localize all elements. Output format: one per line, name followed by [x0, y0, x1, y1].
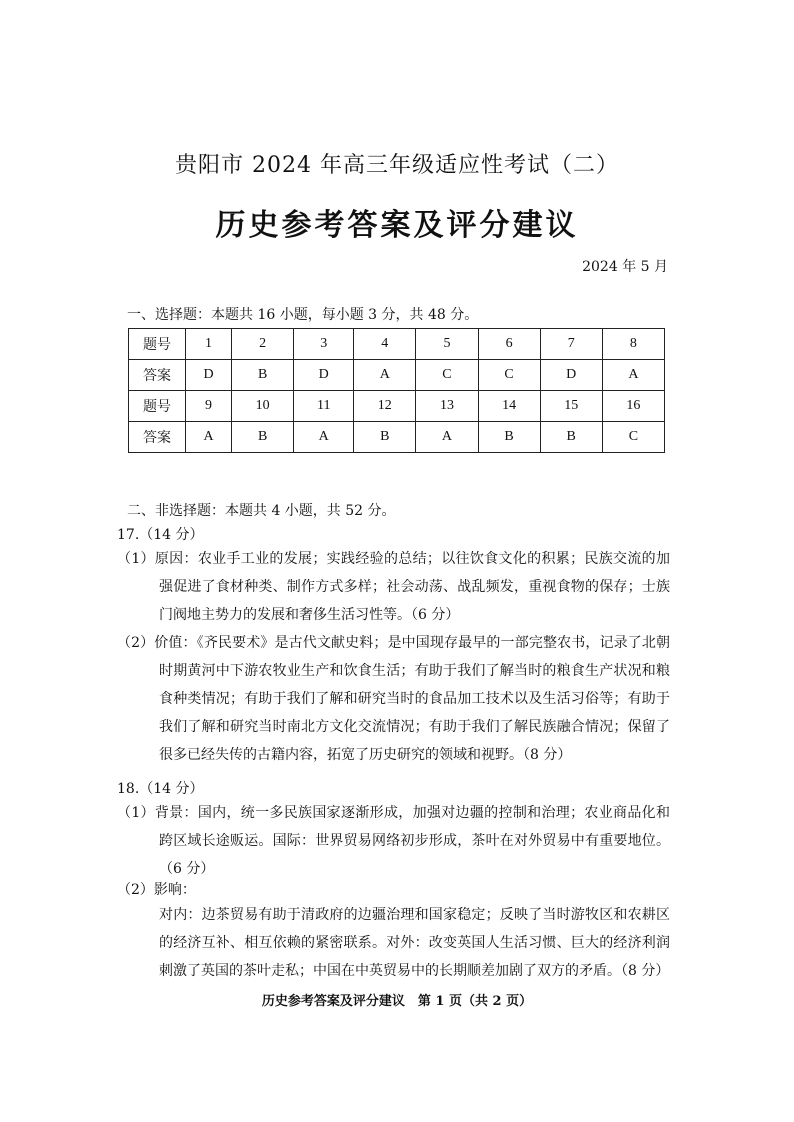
question-17-label: 17.（14 分） [117, 527, 204, 543]
table-cell: B [232, 422, 294, 453]
table-cell: 8 [602, 329, 664, 360]
table-cell: 10 [232, 391, 294, 422]
answer-label: （2）影响： [117, 882, 196, 898]
section2-heading: 二、非选择题：本题共 4 小题，共 52 分。 [127, 503, 396, 519]
table-cell: A [186, 422, 232, 453]
table-cell: C [478, 360, 540, 391]
question-18-part1 [117, 799, 670, 883]
table-cell: A [416, 422, 478, 453]
answer-paragraph: （1）背景：国内，统一多民族国家逐渐形成，加强对边疆的控制和治理；农业商品化和跨区域长途贩运。国际：世界贸易网络初步形成，茶叶在对外贸易中有重要地位。（6 分） [117, 805, 670, 877]
table-row [129, 329, 665, 360]
table-cell: 5 [416, 329, 478, 360]
table-cell: 6 [478, 329, 540, 360]
exam-title: 贵阳市 2024 年高三年级适应性考试（二） [175, 153, 619, 178]
document-subtitle: 历史参考答案及评分建议 [215, 208, 579, 243]
table-cell: C [416, 360, 478, 391]
page-footer: 历史参考答案及评分建议 第 1 页（共 2 页） [261, 994, 533, 1009]
table-row [129, 360, 665, 391]
table-cell: B [478, 422, 540, 453]
table-cell: 1 [186, 329, 232, 360]
question-17-part2 [117, 629, 670, 769]
table-cell: A [354, 360, 416, 391]
table-cell: C [602, 422, 664, 453]
table-cell: D [186, 360, 232, 391]
table-cell: 14 [478, 391, 540, 422]
table-cell: 15 [540, 391, 602, 422]
table-row [129, 422, 665, 453]
question-17-part1 [117, 545, 670, 629]
table-cell: 题号 [129, 329, 186, 360]
table-cell: B [354, 422, 416, 453]
table-cell: 3 [294, 329, 354, 360]
table-cell: 题号 [129, 391, 186, 422]
table-cell: B [540, 422, 602, 453]
table-cell: 9 [186, 391, 232, 422]
question-18-part2 [159, 901, 670, 985]
table-cell: 答案 [129, 360, 186, 391]
question-18-label: 18.（14 分） [117, 781, 204, 797]
answer-paragraph: 对内：边茶贸易有助于清政府的边疆治理和国家稳定；反映了当时游牧区和农耕区的经济互补、相互依赖的紧密联系。对外：改变英国人生活习惯、巨大的经济利润刺激了英国的茶叶走私；中国在中英贸易中的长期顺差加剧了双方的矛盾。（8 分） [159, 907, 670, 979]
table-cell: D [540, 360, 602, 391]
answer-paragraph: （2）价值：《齐民要术》是古代文献史料；是中国现存最早的一部完整农书，记录了北朝时期黄河中下游农牧业生产和饮食生活；有助于我们了解当时的粮食生产状况和粮食种类情况；有助于我们了解和研究当时的食品加工技术以及生活习俗等；有助于我们了解和研究当时南北方文化交流情况；有助于我们了解民族融合情况；保留了很多已经失传的古籍内容，拓宽了历史研究的领域和视野。（8 分） [117, 635, 670, 763]
document-date: 2024 年 5 月 [582, 259, 668, 275]
answer-table [128, 328, 665, 453]
table-cell: 13 [416, 391, 478, 422]
section1-heading: 一、选择题：本题共 16 小题，每小题 3 分，共 48 分。 [127, 307, 479, 323]
question-18-part2-label [117, 876, 670, 904]
table-cell: 7 [540, 329, 602, 360]
table-cell: 2 [232, 329, 294, 360]
table-cell: A [602, 360, 664, 391]
table-row [129, 391, 665, 422]
table-cell: A [294, 422, 354, 453]
table-cell: B [232, 360, 294, 391]
table-cell: 4 [354, 329, 416, 360]
table-cell: D [294, 360, 354, 391]
table-cell: 答案 [129, 422, 186, 453]
table-cell: 16 [602, 391, 664, 422]
table-cell: 11 [294, 391, 354, 422]
table-cell: 12 [354, 391, 416, 422]
answer-paragraph: （1）原因：农业手工业的发展；实践经验的总结；以往饮食文化的积累；民族交流的加强促进了食材种类、制作方式多样；社会动荡、战乱频发，重视食物的保存；士族门阀地主势力的发展和奢侈生活习性等。（6 分） [117, 551, 670, 623]
